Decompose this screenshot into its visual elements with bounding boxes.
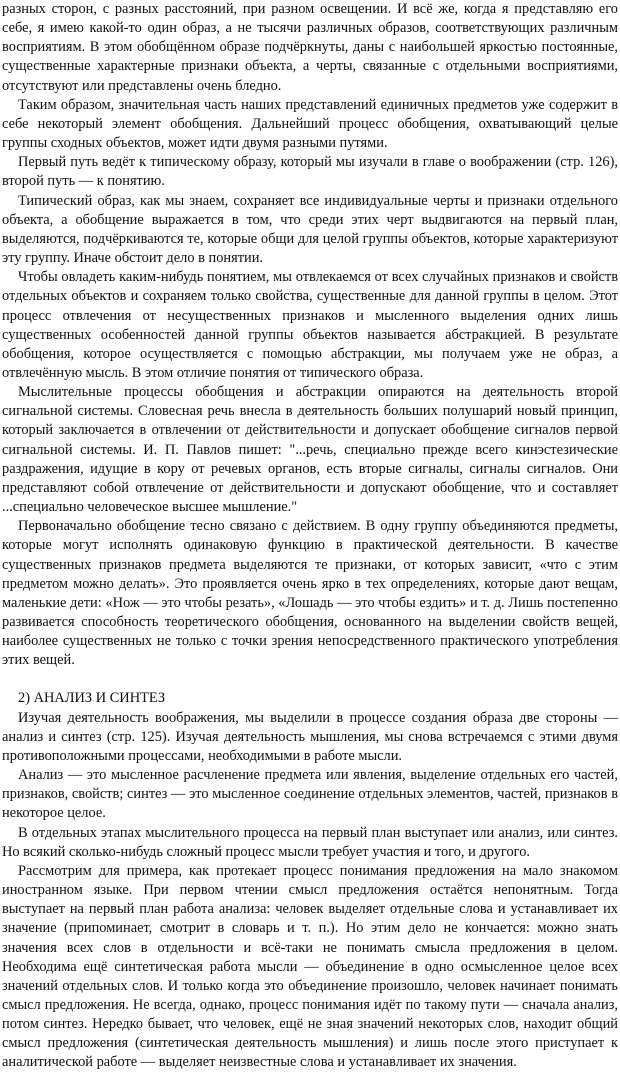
paragraph-2: Таким образом, значительная часть наших представлений единичных предметов уже содержит в себе некоторый элемент обобщения. Дальнейший процесс обобщения, охватывающий целые группы сходных объектов, может идти двумя разными путями. [2,96,618,152]
paragraph-4: Типический образ, как мы знаем, сохраняет все индивидуальные черты и признаки отдельного объекта, а обобщение выражается в том, что среди этих черт выдвигаются на первый план, выделяются, подчёркиваются те, которые общи для целой группы объектов, которые характеризуют эту группу. Иначе обстоит дело в понятии. [2,192,618,267]
paragraph-1: разных сторон, с разных расстояний, при разном освещении. И всё же, когда я представляю его себе, я имею какой-то один образ, а не тысячи различных образов, соответствующих различным восприятиям. В этом обобщённом образе подчёркнуты, даны с наибольшей яркостью постоянные, существенные характерные признаки объекта, а черты, связанные с отдельными восприятиями, отсутствуют или представлены очень бледно. [2,1,618,94]
paragraph-11: Рассмотрим для примера, как протекает процесс понимания предложения на мало знакомом иностранном языке. При первом чтении смысл предложения остаётся непонятным. Тогда выступает на первый план работа анализа: человек выделяет отдельные слова и устанавливает их значение (припоминает, смотрит в словарь и т. п.). Но этим дело не кончается: можно знать значения всех слов в отдельности и всё-таки не понимать смысла предложения в целом. Необходима ещё синтетическая работа мысли — объединение в одно осмысленное целое всех значений отдельных слов. И только когда это объединение произошло, человек начинает понимать смысл предложения. Не всегда, однако, процесс понимания идёт по такому пути — сначала анализ, потом синтез. Нередко бывает, что человек, ещё не зная значений некоторых слов, находит общий смысл предложения (синтетическая деятельность мышления) и лишь после этого приступает к аналитической работе — выделяет неизвестные слова и устанавливает их значения. [2,862,618,1071]
paragraph-7: Первоначально обобщение тесно связано с действием. В одну группу объединяются предметы, которые могут исполнять одинаковую функцию в практической деятельности. В качестве существенных признаков предмета выделяются те признаки, от которых зависит, «что с этим предметом можно делать». Это проявляется очень ярко в тех определениях, которые дают вещам, маленькие дети: «Нож — это чтобы резать», «Лошадь — это чтобы ездить» и т. д. Лишь постепенно развивается способность теоретического обобщения, основанного на выделении свойств вещей, наиболее существенных не только с точки зрения непосредственного практического употребления этих вещей. [2,518,618,669]
paragraph-3: Первый путь ведёт к типическому образу, который мы изучали в главе о воображении (стр. 126), второй путь — к понятию. [2,154,618,190]
paragraph-9: Анализ — это мысленное расчленение предмета или явления, выделение отдельных его частей, признаков, свойств; синтез — это мысленное соединение отдельных элементов, частей, признаков в некоторое целое. [2,767,618,822]
section-heading: 2) АНАЛИЗ И СИНТЕЗ [18,690,166,707]
paragraph-8: Изучая деятельность воображения, мы выделили в процессе создания образа две стороны — анализ и синтез (стр. 125). Изучая деятельность мышления, мы снова встречаемся с этими двумя противоположными процессами, необходимыми в работе мысли. [2,709,618,764]
paragraph-6: Мыслительные процессы обобщения и абстракции опираются на деятельность второй сигнальной системы. Словесная речь внесла в деятельность больших полушарий новый принцип, который заключается в отвлечении от действительности и допускает обобщение сигналов первой сигнальной системы. И. П. Павлов пишет: "...речь, специально прежде всего кинэстезические раздражения, идущие в кору от речевых органов, есть вторые сигналы, сигналы сигналов. Они представляют собой отвлечение от действительности и допускают обобщение, что и составляет ...специально человеческое высшее мышление." [2,384,618,516]
paragraph-10: В отдельных этапах мыслительного процесса на первый план выступает или анализ, или синтез. Но всякий сколько-нибудь сложный процесс мысли требует участия и того, и другого. [2,824,618,860]
paragraph-5: Чтобы овладеть каким-нибудь понятием, мы отвлекаемся от всех случайных признаков и свойств отдельных объектов и сохраняем только свойства, существенные для данной группы в целом. Этот процесс отвлечения от несущественных признаков и мысленного выделения одних лишь существенных особенностей данной группы объектов называется абстракцией. В результате обобщения, которое осуществляется с помощью абстракции, мы получаем уже не образ, а отвлечённую мысль. В этом отличие понятия от типического образа. [2,269,618,381]
